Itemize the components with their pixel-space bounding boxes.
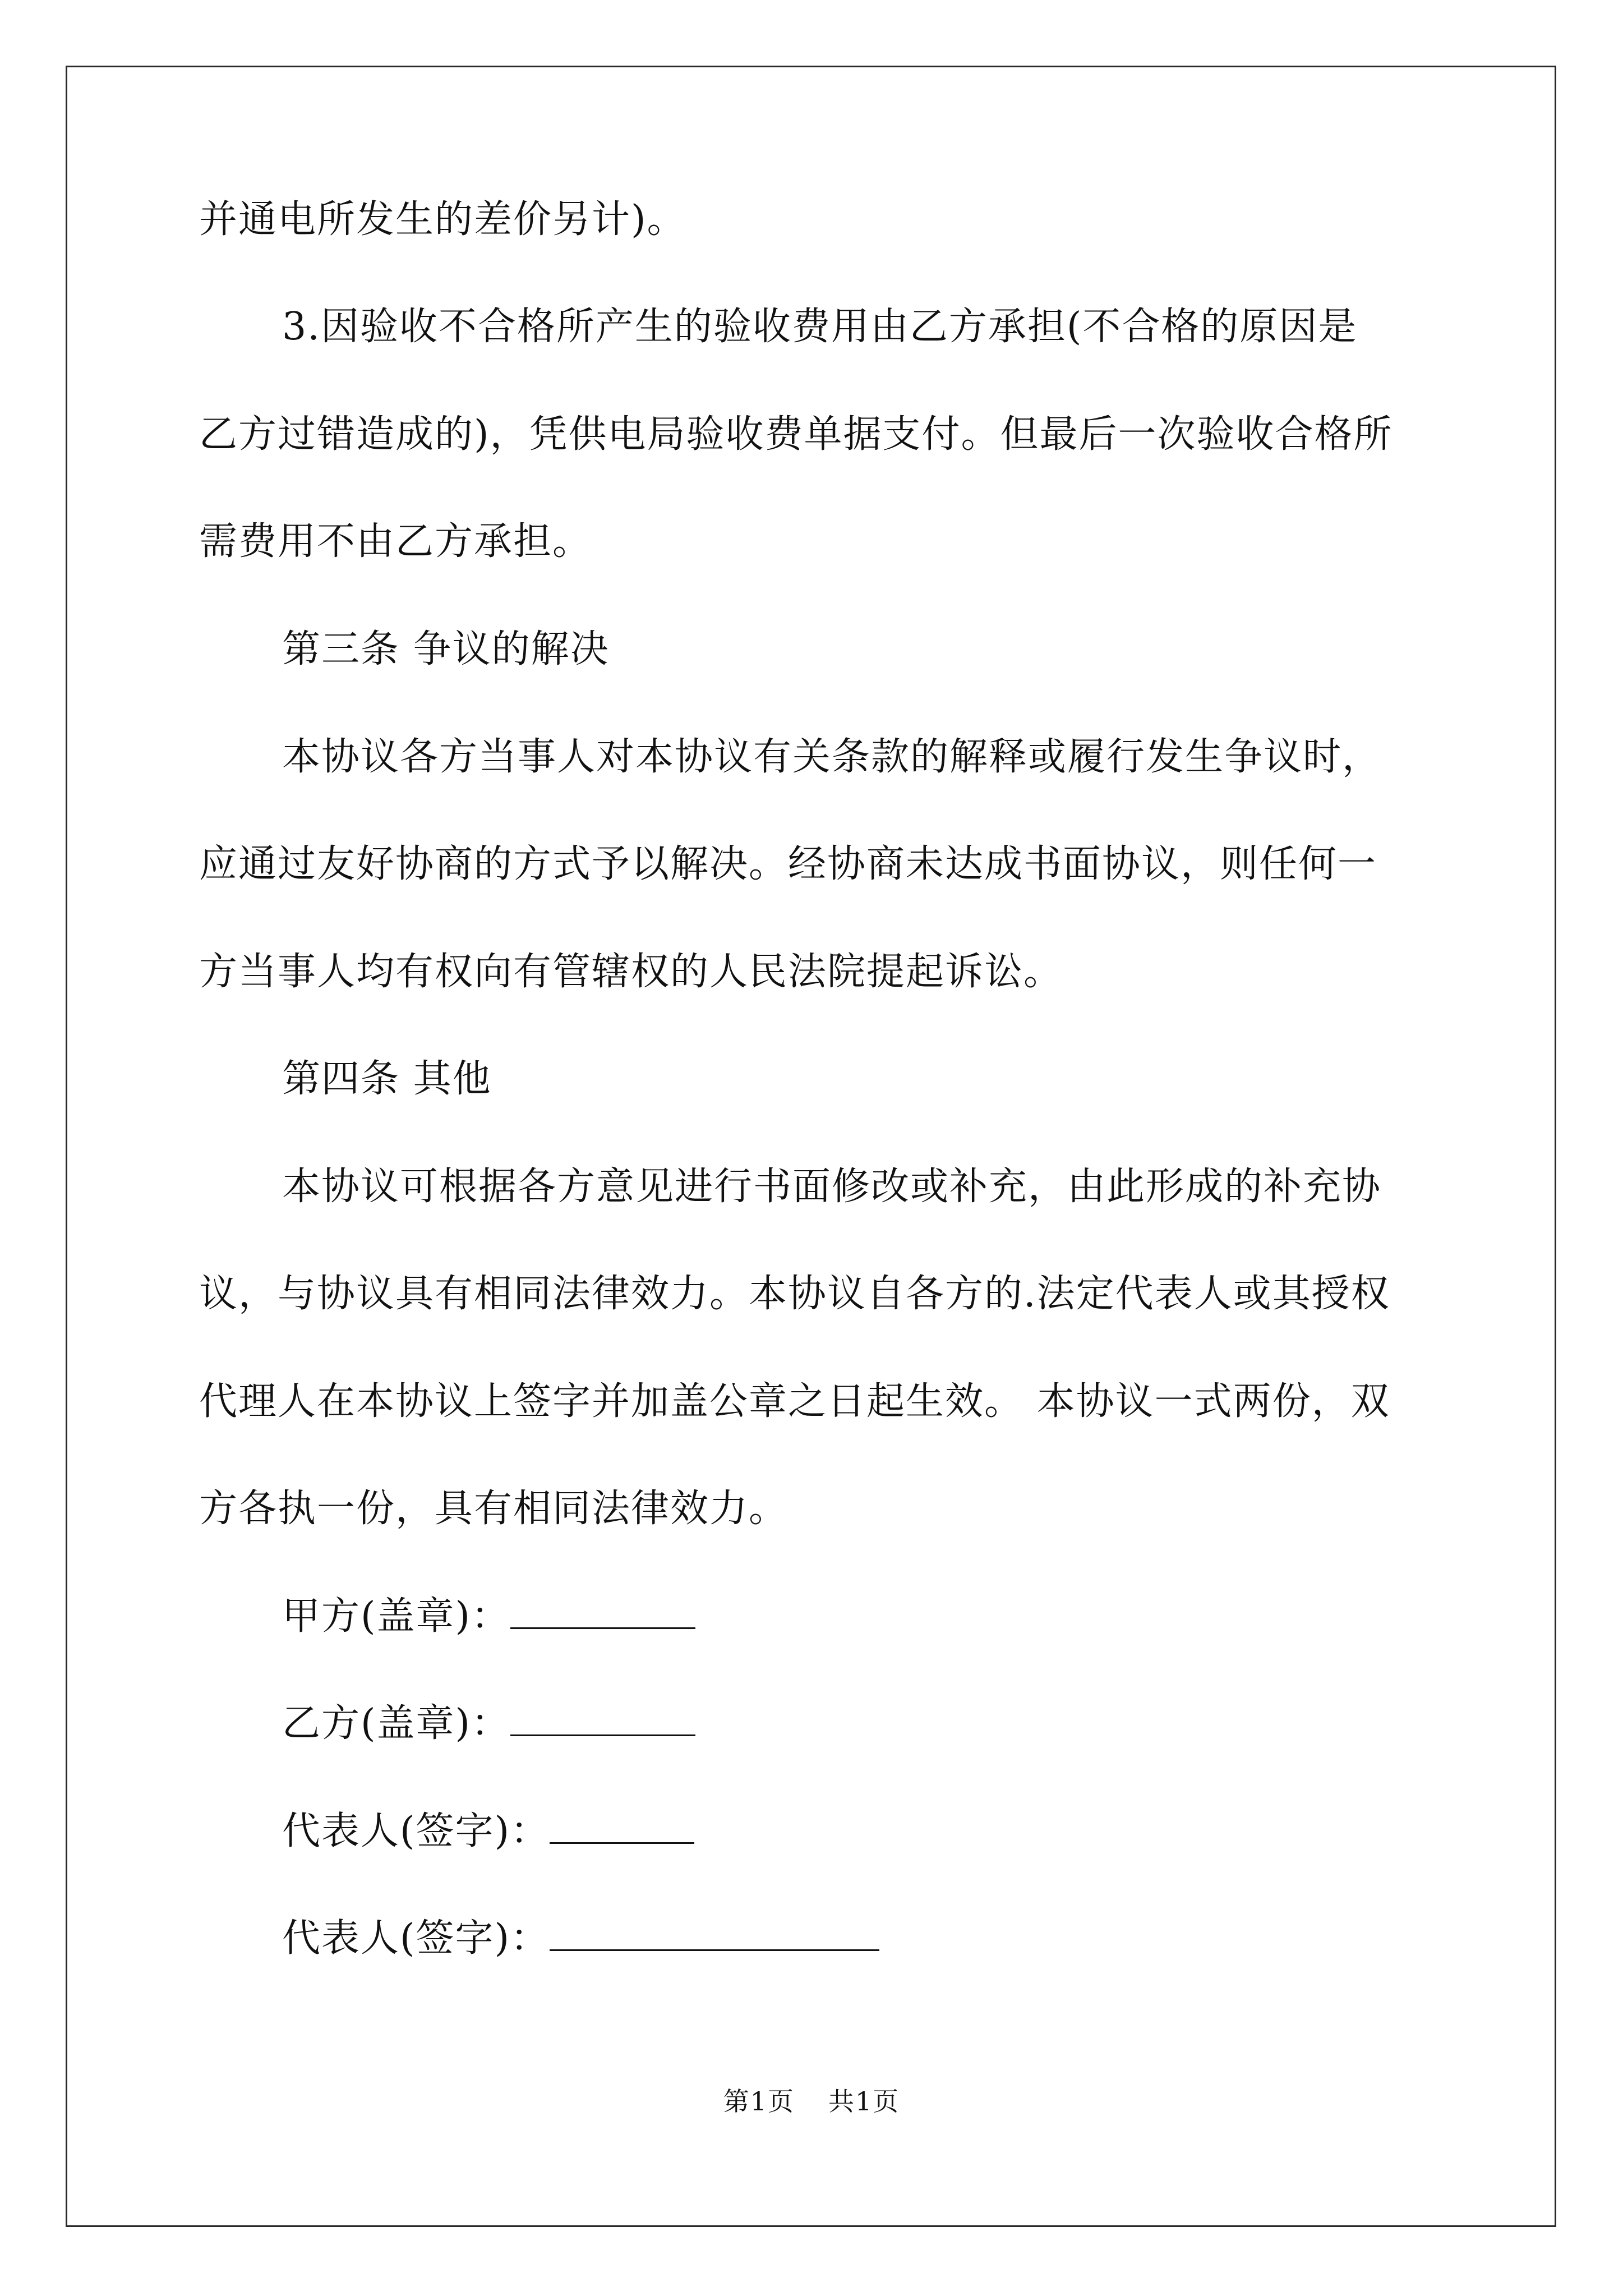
page-border bbox=[66, 66, 1556, 2227]
page-total: 共1页 bbox=[828, 2086, 900, 2116]
paragraph-line: 乙方过错造成的)，凭供电局验收费单据支付。但最后一次验收合格所 bbox=[199, 412, 1393, 457]
paragraph-line: 3.因验收不合格所产生的验收费用由乙方承担(不合格的原因是 bbox=[282, 305, 1358, 349]
signature-label: 乙方(盖章)： bbox=[282, 1701, 511, 1746]
paragraph-line: 代理人在本协议上签字并加盖公章之日起生效。 本协议一式两份，双 bbox=[199, 1379, 1390, 1424]
page-number: 第1页 bbox=[723, 2086, 795, 2116]
signature-label: 代表人(签字)： bbox=[282, 1916, 550, 1961]
signature-blank bbox=[510, 1702, 695, 1736]
signature-line-representative bbox=[282, 1803, 694, 1860]
signature-line-representative bbox=[282, 1911, 879, 1967]
section-heading: 第四条 其他 bbox=[282, 1057, 492, 1101]
signature-blank bbox=[550, 1917, 879, 1951]
section-heading: 第三条 争议的解决 bbox=[282, 627, 610, 671]
paragraph-line: 议，与协议具有相同法律效力。本协议自各方的.法定代表人或其授权 bbox=[199, 1272, 1390, 1316]
paragraph-line: 需费用不由乙方承担。 bbox=[199, 519, 592, 564]
signature-blank bbox=[510, 1595, 695, 1629]
paragraph-line: 方当事人均有权向有管辖权的人民法院提起诉讼。 bbox=[199, 950, 1063, 994]
signature-line-party-b bbox=[282, 1696, 695, 1752]
paragraph-line: 方各执一份，具有相同法律效力。 bbox=[199, 1487, 789, 1531]
signature-label: 代表人(签字)： bbox=[282, 1809, 550, 1853]
paragraph-line: 本协议各方当事人对本协议有关条款的解释或履行发生争议时， bbox=[282, 735, 1382, 779]
paragraph-line: 并通电所发生的差价另计)。 bbox=[199, 197, 686, 242]
signature-label: 甲方(盖章)： bbox=[282, 1594, 511, 1639]
signature-blank bbox=[550, 1810, 694, 1844]
page-footer bbox=[0, 2085, 1623, 2118]
paragraph-line: 应通过友好协商的方式予以解决。经协商未达成书面协议，则任何一 bbox=[199, 842, 1377, 886]
signature-line-party-a bbox=[282, 1589, 695, 1645]
paragraph-line: 本协议可根据各方意见进行书面修改或补充，由此形成的补充协 bbox=[282, 1165, 1382, 1209]
